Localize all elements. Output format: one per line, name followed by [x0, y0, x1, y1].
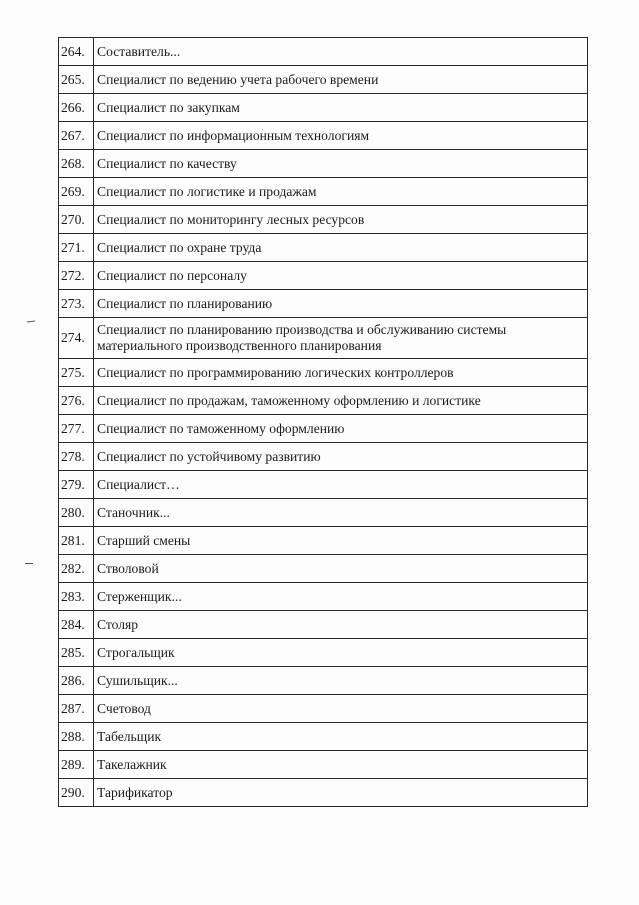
- table-row: [59, 499, 588, 527]
- row-text: Составитель...: [94, 38, 588, 66]
- table-row: [59, 555, 588, 583]
- row-number: 271.: [59, 234, 94, 262]
- row-text: Станочник...: [94, 499, 588, 527]
- row-number: 281.: [59, 527, 94, 555]
- table-row: [59, 234, 588, 262]
- table-row: [59, 94, 588, 122]
- row-text: Специалист по персоналу: [94, 262, 588, 290]
- row-text: Такелажник: [94, 751, 588, 779]
- row-number: 275.: [59, 359, 94, 387]
- table-row: [59, 262, 588, 290]
- row-number: 265.: [59, 66, 94, 94]
- row-number: 283.: [59, 583, 94, 611]
- table-row: [59, 751, 588, 779]
- table-row: [59, 122, 588, 150]
- row-text: Специалист по охране труда: [94, 234, 588, 262]
- row-text: Специалист по планированию производства и обслуживанию системы материального производственного планирования: [94, 318, 588, 359]
- table-row: [59, 290, 588, 318]
- table-row: [59, 527, 588, 555]
- table-row: [59, 723, 588, 751]
- row-number: 279.: [59, 471, 94, 499]
- row-text: Специалист по мониторингу лесных ресурсов: [94, 206, 588, 234]
- margin-mark: [25, 563, 33, 564]
- row-number: 268.: [59, 150, 94, 178]
- margin-mark: [27, 320, 35, 322]
- row-number: 285.: [59, 639, 94, 667]
- row-text: Специалист по программированию логических контроллеров: [94, 359, 588, 387]
- row-text: Столяр: [94, 611, 588, 639]
- row-number: 290.: [59, 779, 94, 807]
- table-row: [59, 471, 588, 499]
- row-text: Старший смены: [94, 527, 588, 555]
- table-row: [59, 206, 588, 234]
- row-number: 289.: [59, 751, 94, 779]
- table-row: [59, 38, 588, 66]
- row-number: 284.: [59, 611, 94, 639]
- row-number: 280.: [59, 499, 94, 527]
- table-row: [59, 66, 588, 94]
- row-number: 269.: [59, 178, 94, 206]
- table-row: [59, 443, 588, 471]
- table-row: [59, 318, 588, 359]
- table-row: [59, 695, 588, 723]
- row-text: Специалист по ведению учета рабочего времени: [94, 66, 588, 94]
- row-number: 287.: [59, 695, 94, 723]
- row-text: Специалист по информационным технологиям: [94, 122, 588, 150]
- row-number: 264.: [59, 38, 94, 66]
- row-number: 286.: [59, 667, 94, 695]
- table-row: [59, 150, 588, 178]
- table-row: [59, 178, 588, 206]
- row-number: 276.: [59, 387, 94, 415]
- row-text: Специалист по планированию: [94, 290, 588, 318]
- row-text: Тарификатор: [94, 779, 588, 807]
- profession-list-table: [58, 37, 588, 807]
- row-text: Строгальщик: [94, 639, 588, 667]
- row-text: Стерженщик...: [94, 583, 588, 611]
- row-text: Специалист по закупкам: [94, 94, 588, 122]
- row-number: 282.: [59, 555, 94, 583]
- table-row: [59, 639, 588, 667]
- row-text: Специалист по устойчивому развитию: [94, 443, 588, 471]
- row-text: Табельщик: [94, 723, 588, 751]
- row-number: 288.: [59, 723, 94, 751]
- row-text: Специалист по логистике и продажам: [94, 178, 588, 206]
- table-row: [59, 667, 588, 695]
- row-text: Сушильщик...: [94, 667, 588, 695]
- row-text: Специалист…: [94, 471, 588, 499]
- row-number: 272.: [59, 262, 94, 290]
- row-text: Счетовод: [94, 695, 588, 723]
- table-row: [59, 611, 588, 639]
- table-row: [59, 415, 588, 443]
- row-number: 273.: [59, 290, 94, 318]
- row-number: 266.: [59, 94, 94, 122]
- table-row: [59, 583, 588, 611]
- profession-list-body: [59, 38, 588, 807]
- row-number: 274.: [59, 318, 94, 359]
- row-text: Стволовой: [94, 555, 588, 583]
- row-text: Специалист по качеству: [94, 150, 588, 178]
- row-number: 270.: [59, 206, 94, 234]
- row-number: 278.: [59, 443, 94, 471]
- row-number: 277.: [59, 415, 94, 443]
- table-row: [59, 359, 588, 387]
- table-row: [59, 387, 588, 415]
- row-text: Специалист по таможенному оформлению: [94, 415, 588, 443]
- row-text: Специалист по продажам, таможенному оформлению и логистике: [94, 387, 588, 415]
- row-number: 267.: [59, 122, 94, 150]
- table-row: [59, 779, 588, 807]
